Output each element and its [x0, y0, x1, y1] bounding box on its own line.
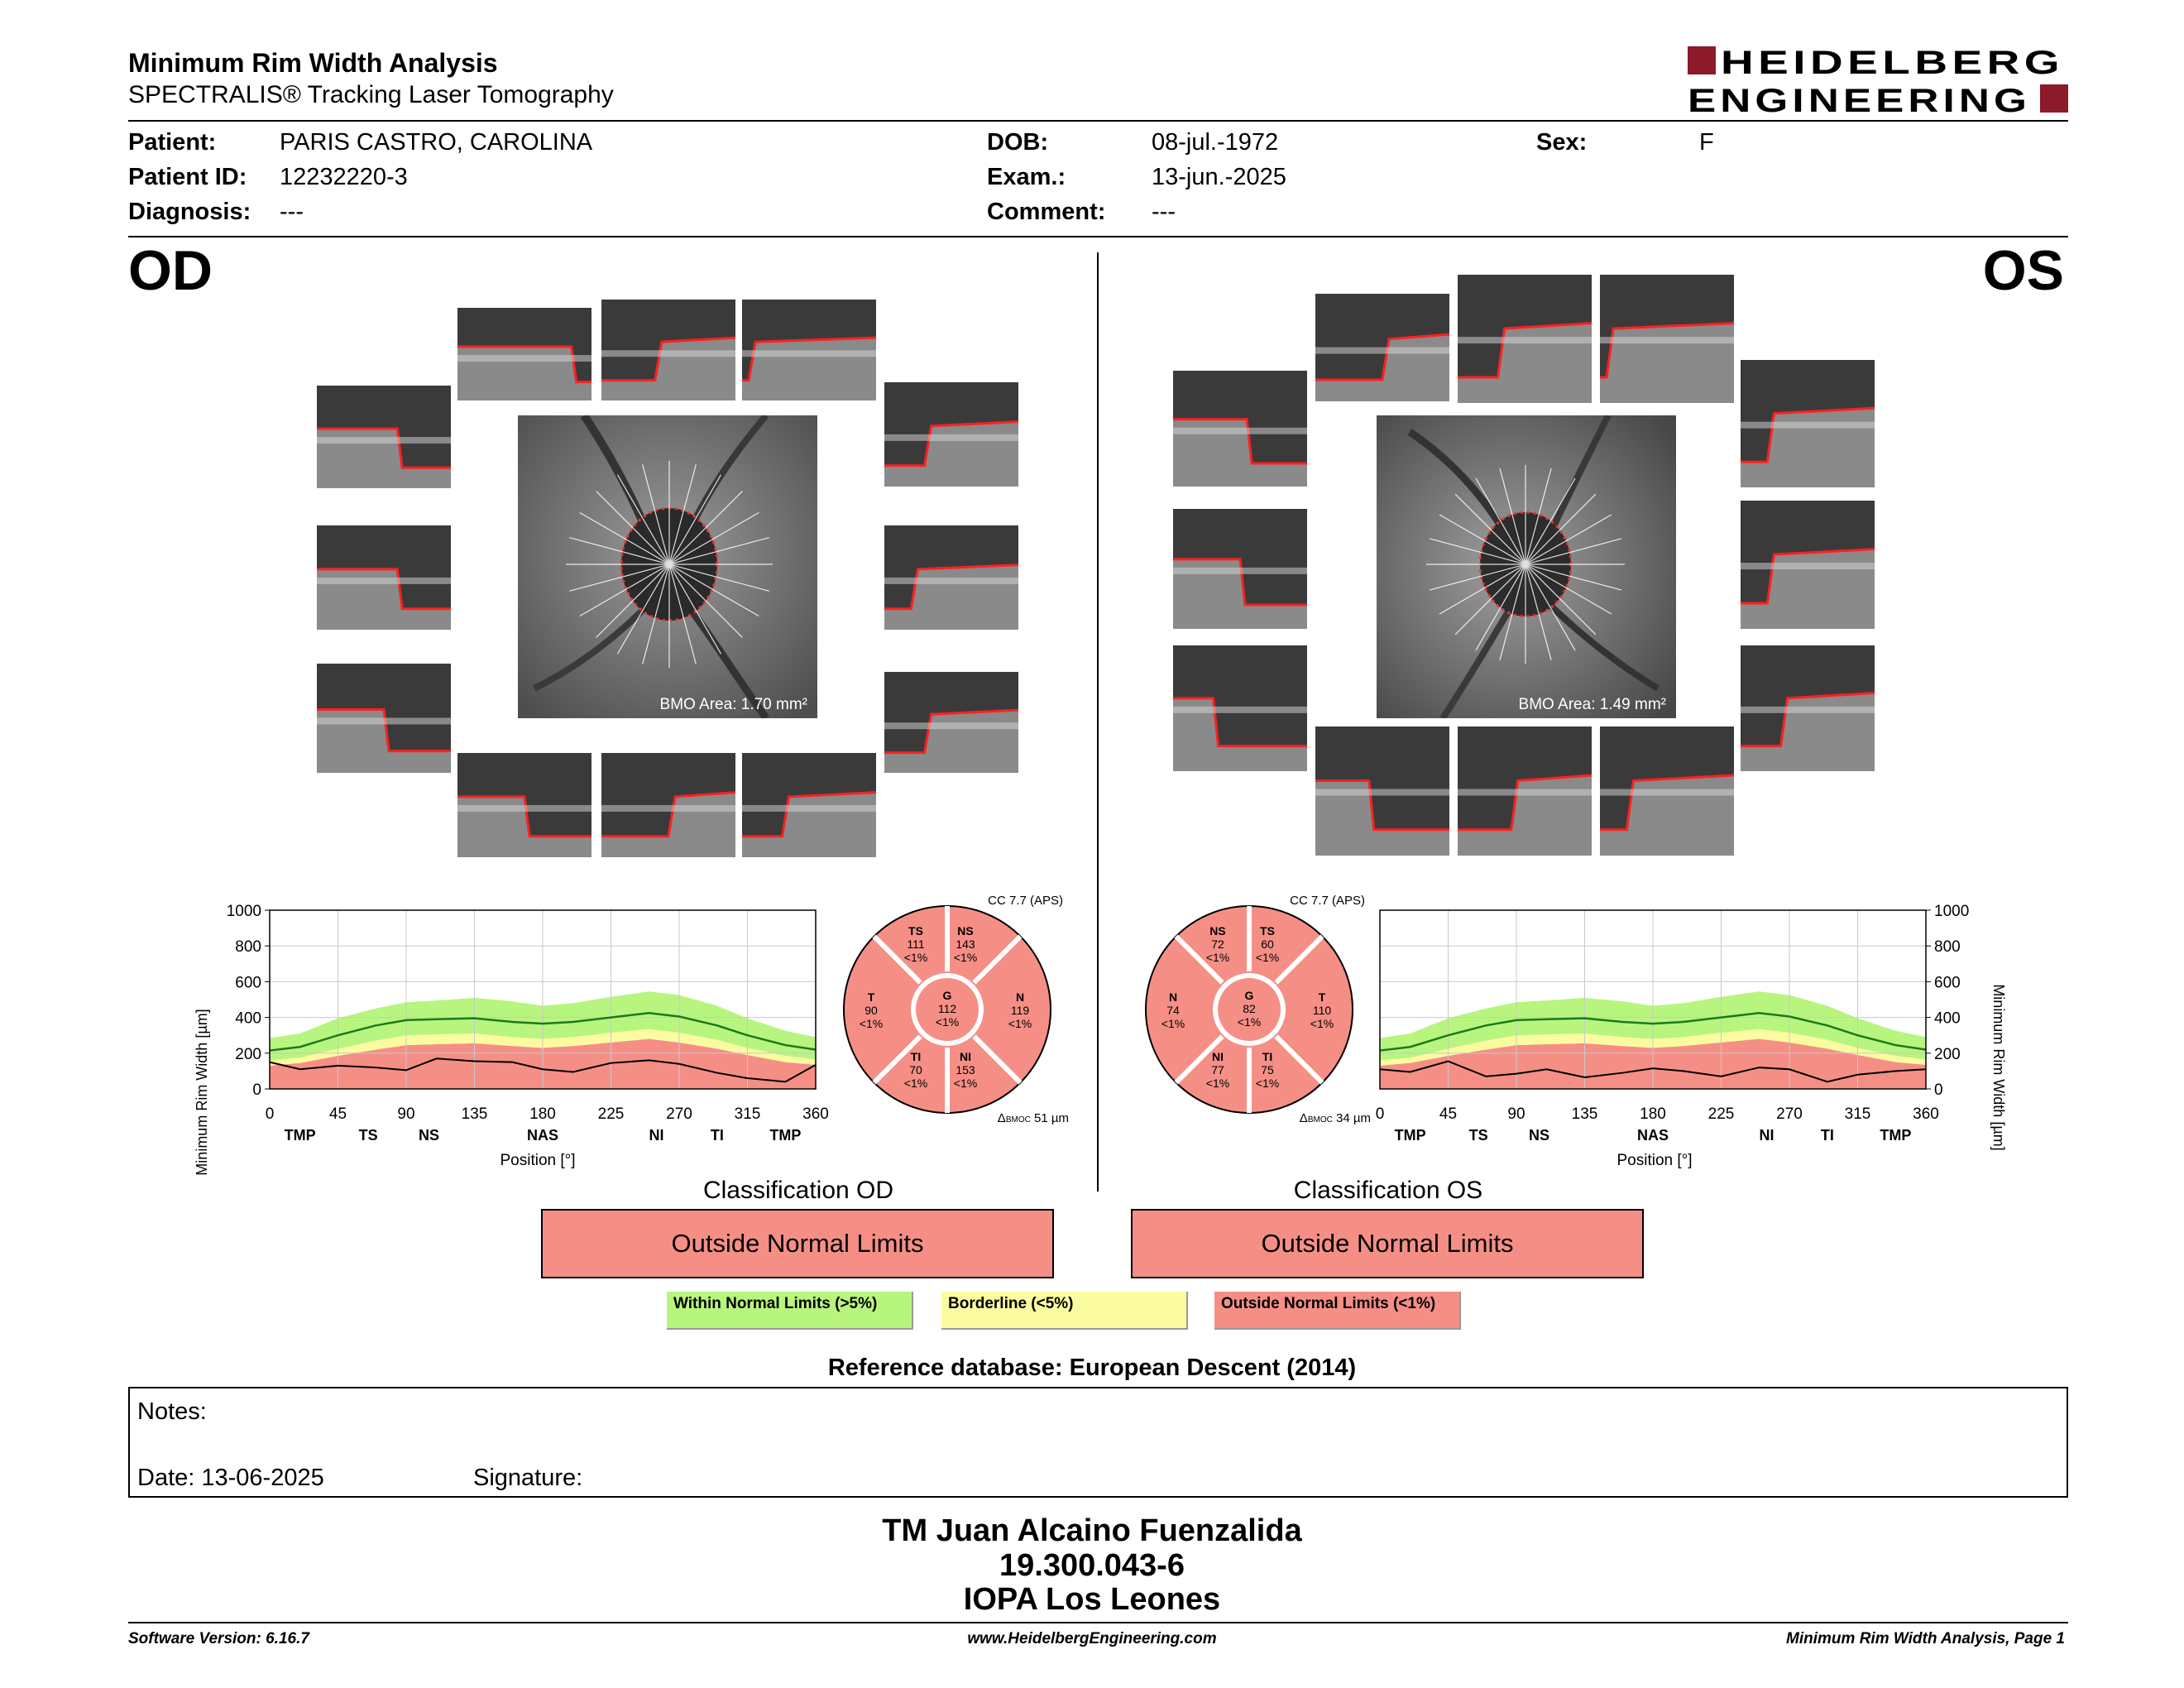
- svg-text:<1%: <1%: [1255, 1077, 1280, 1090]
- os-bscan-12: [1600, 727, 1734, 856]
- svg-text:<1%: <1%: [903, 951, 928, 964]
- od-xtick-label: 225: [597, 1105, 625, 1123]
- notes-box: [128, 1387, 2068, 1498]
- od-xtick-label: 90: [397, 1105, 415, 1123]
- os-xtick-label: 180: [1640, 1105, 1666, 1123]
- svg-text:75: 75: [1261, 1063, 1274, 1077]
- svg-text:TI: TI: [1262, 1050, 1273, 1063]
- patient-name: PARIS CASTRO, CAROLINA: [280, 129, 593, 156]
- svg-text:143: 143: [956, 938, 975, 951]
- os-sector-label: TS: [1468, 1127, 1488, 1144]
- svg-text:111: 111: [907, 938, 925, 951]
- od-sector-label: NS: [418, 1127, 440, 1144]
- od-bscan-8: [317, 664, 451, 773]
- svg-text:90: 90: [864, 1004, 878, 1017]
- od-xtick-label: 180: [529, 1105, 556, 1123]
- od-bscan-11: [601, 753, 735, 857]
- svg-text:74: 74: [1166, 1004, 1180, 1017]
- os-mrw-chart: [1357, 902, 2010, 1183]
- od-sector-label: NI: [649, 1127, 664, 1144]
- svg-text:112: 112: [937, 1002, 957, 1015]
- os-chart-xlabel: Position [°]: [1616, 1152, 1693, 1169]
- svg-text:<1%: <1%: [1205, 951, 1230, 964]
- os-xtick-label: 315: [1844, 1105, 1871, 1123]
- svg-text:110: 110: [1312, 1004, 1332, 1017]
- legend-within: Within Normal Limits (>5%): [667, 1292, 913, 1330]
- svg-text:HEIDELBERG: HEIDELBERG: [1721, 46, 2064, 81]
- svg-text:82: 82: [1243, 1002, 1256, 1015]
- os-bscan-2: [1458, 275, 1592, 403]
- dob-label: DOB:: [987, 129, 1049, 156]
- os-ytick-label: 800: [1934, 938, 1961, 957]
- os-xtick-label: 225: [1707, 1105, 1735, 1123]
- sex: F: [1699, 129, 1714, 156]
- svg-text:<1%: <1%: [953, 951, 978, 964]
- svg-text:<1%: <1%: [935, 1015, 960, 1029]
- os-sector-label: NS: [1528, 1127, 1550, 1144]
- software-version: Software Version: 6.16.7: [128, 1630, 309, 1647]
- exam-date: 13-jun.-2025: [1152, 164, 1286, 190]
- os-ytick-label: 0: [1934, 1081, 1943, 1099]
- od-bscan-7: [884, 525, 1018, 630]
- svg-text:G: G: [942, 989, 952, 1002]
- od-chart-ylabel: Minimum Rim Width [µm]: [194, 1009, 210, 1176]
- svg-text:T: T: [1318, 990, 1326, 1004]
- od-bscan-5: [884, 382, 1018, 487]
- od-fundus-image: [518, 415, 817, 718]
- patient-id: 12232220-3: [280, 164, 408, 190]
- os-xtick-label: 45: [1439, 1105, 1458, 1123]
- od-bscan-3: [742, 300, 876, 400]
- os-xtick-label: 90: [1507, 1105, 1525, 1123]
- od-ytick-label: 600: [235, 974, 261, 992]
- od-xtick-label: 270: [666, 1105, 692, 1123]
- od-bscan-12: [742, 753, 876, 857]
- os-bscan-7: [1741, 501, 1875, 629]
- dob: 08-jul.-1972: [1152, 129, 1279, 156]
- od-bscan-4: [317, 386, 451, 488]
- svg-text:153: 153: [956, 1063, 975, 1077]
- patient-id-label: Patient ID:: [128, 164, 247, 190]
- svg-text:T: T: [867, 990, 875, 1004]
- website: www.HeidelbergEngineering.com: [967, 1630, 1217, 1647]
- od-sector-label: TMP: [284, 1127, 316, 1144]
- patient-label: Patient:: [128, 129, 217, 156]
- svg-text:60: 60: [1261, 938, 1274, 951]
- svg-text:<1%: <1%: [1008, 1017, 1032, 1030]
- od-bscan-1: [457, 308, 592, 400]
- svg-text:77: 77: [1211, 1063, 1224, 1077]
- svg-text:NS: NS: [1209, 924, 1226, 938]
- od-xtick-label: 360: [802, 1105, 829, 1123]
- svg-text:<1%: <1%: [1255, 951, 1280, 964]
- os-sector-label: NI: [1759, 1127, 1774, 1144]
- sex-label: Sex:: [1536, 129, 1588, 156]
- od-bscan-10: [457, 753, 592, 857]
- os-cc: CC 7.7 (APS): [1290, 894, 1365, 908]
- eye-label-os: OS: [1982, 239, 2064, 302]
- os-fundus-image: [1377, 415, 1676, 718]
- classification-od-box: Outside Normal Limits: [541, 1209, 1054, 1278]
- classification-od-title: Classification OD: [702, 1177, 894, 1204]
- od-xtick-label: 135: [461, 1105, 488, 1123]
- od-cc: CC 7.7 (APS): [988, 894, 1063, 908]
- os-xtick-label: 270: [1776, 1105, 1803, 1123]
- od-ytick-label: 400: [235, 1009, 261, 1028]
- signature-institution: IOPA Los Leones: [963, 1582, 1221, 1617]
- os-ytick-label: 1000: [1934, 903, 1970, 920]
- signature-rut: 19.300.043-6: [999, 1548, 1185, 1583]
- svg-text:N: N: [1168, 990, 1178, 1004]
- od-ytick-label: 800: [235, 938, 261, 957]
- svg-text:ENGINEERING: ENGINEERING: [1688, 83, 2031, 114]
- eye-label-od: OD: [128, 239, 213, 302]
- svg-text:G: G: [1244, 989, 1254, 1002]
- os-bscan-6: [1173, 509, 1307, 629]
- heidelberg-logo: [1688, 46, 2068, 114]
- os-xtick-label: 0: [1375, 1105, 1385, 1123]
- od-bscan-9: [884, 672, 1018, 773]
- classification-os-box: Outside Normal Limits: [1131, 1209, 1644, 1278]
- od-ytick-label: 0: [252, 1081, 261, 1099]
- os-bscan-9: [1741, 645, 1875, 771]
- os-sector-label: TMP: [1394, 1127, 1426, 1144]
- os-bscan-8: [1173, 645, 1307, 771]
- diagnosis-label: Diagnosis:: [128, 199, 251, 225]
- od-bmo-area: BMO Area: 1.70 mm²: [659, 696, 807, 713]
- legend-borderline: Borderline (<5%): [941, 1292, 1188, 1330]
- svg-text:<1%: <1%: [953, 1077, 978, 1090]
- od-ytick-label: 1000: [226, 903, 261, 920]
- svg-text:119: 119: [1010, 1004, 1030, 1017]
- os-bmoc: ΔBMOC 34 µm: [1299, 1111, 1371, 1125]
- diagnosis: ---: [280, 199, 304, 225]
- svg-text:NS: NS: [957, 924, 974, 938]
- notes-signature-label: Signature:: [473, 1465, 583, 1491]
- os-ytick-label: 600: [1934, 974, 1961, 992]
- svg-text:<1%: <1%: [1161, 1017, 1185, 1030]
- classification-os-title: Classification OS: [1293, 1177, 1483, 1204]
- od-sector-diagram: [836, 890, 1084, 1129]
- svg-text:NI: NI: [1212, 1050, 1224, 1063]
- od-xtick-label: 315: [734, 1105, 761, 1123]
- page-indicator: Minimum Rim Width Analysis, Page 1: [1786, 1630, 2065, 1647]
- od-sector-label: TMP: [769, 1127, 802, 1144]
- svg-text:72: 72: [1211, 938, 1224, 951]
- svg-text:NI: NI: [960, 1050, 971, 1063]
- eye-divider: [1097, 252, 1099, 1192]
- os-bmo-area: BMO Area: 1.49 mm²: [1518, 696, 1666, 713]
- os-bscan-11: [1458, 727, 1592, 856]
- od-chart-xlabel: Position [°]: [500, 1152, 576, 1169]
- od-xtick-label: 0: [265, 1105, 275, 1123]
- os-bscan-1: [1315, 294, 1449, 401]
- os-bscan-3: [1600, 275, 1734, 403]
- os-bscan-10: [1315, 727, 1449, 856]
- os-sector-label: TI: [1820, 1127, 1834, 1144]
- os-chart-ylabel: Minimum Rim Width [µm]: [1990, 984, 2007, 1151]
- svg-text:70: 70: [909, 1063, 922, 1077]
- comment-label: Comment:: [987, 199, 1106, 225]
- od-mrw-chart: [190, 902, 831, 1183]
- exam-label: Exam.:: [987, 164, 1066, 190]
- report-subtitle: SPECTRALIS® Tracking Laser Tomography: [128, 81, 614, 108]
- report-title: Minimum Rim Width Analysis: [128, 48, 498, 78]
- os-bscan-5: [1741, 360, 1875, 487]
- svg-text:<1%: <1%: [1205, 1077, 1230, 1090]
- svg-text:<1%: <1%: [903, 1077, 928, 1090]
- od-sector-label: TS: [358, 1127, 378, 1144]
- svg-text:<1%: <1%: [1237, 1015, 1262, 1029]
- legend-outside: Outside Normal Limits (<1%): [1214, 1292, 1461, 1330]
- os-xtick-label: 360: [1913, 1105, 1939, 1123]
- os-sector-label: TMP: [1880, 1127, 1912, 1144]
- comment: ---: [1152, 199, 1176, 225]
- notes-label: Notes:: [137, 1398, 207, 1425]
- os-ytick-label: 200: [1934, 1045, 1961, 1063]
- os-ytick-label: 400: [1934, 1009, 1961, 1028]
- signature-name: TM Juan Alcaino Fuenzalida: [882, 1513, 1302, 1548]
- notes-date: Date: 13-06-2025: [137, 1465, 324, 1491]
- svg-text:<1%: <1%: [859, 1017, 884, 1030]
- svg-text:TS: TS: [1260, 924, 1275, 938]
- svg-text:TI: TI: [910, 1050, 922, 1063]
- svg-text:N: N: [1015, 990, 1025, 1004]
- os-sector-diagram: [1138, 890, 1386, 1129]
- reference-database: Reference database: European Descent (2014): [827, 1355, 1357, 1381]
- od-bmoc: ΔBMOC 51 µm: [997, 1111, 1069, 1125]
- od-ytick-label: 200: [235, 1045, 261, 1063]
- od-bscan-2: [601, 300, 735, 400]
- od-sector-label: TI: [710, 1127, 724, 1144]
- os-sector-label: NAS: [1636, 1127, 1669, 1144]
- svg-text:TS: TS: [908, 924, 923, 938]
- od-xtick-label: 45: [328, 1105, 347, 1123]
- od-sector-label: NAS: [526, 1127, 559, 1144]
- od-bscan-6: [317, 525, 451, 630]
- svg-text:<1%: <1%: [1310, 1017, 1334, 1030]
- os-bscan-4: [1173, 371, 1307, 487]
- os-xtick-label: 135: [1571, 1105, 1598, 1123]
